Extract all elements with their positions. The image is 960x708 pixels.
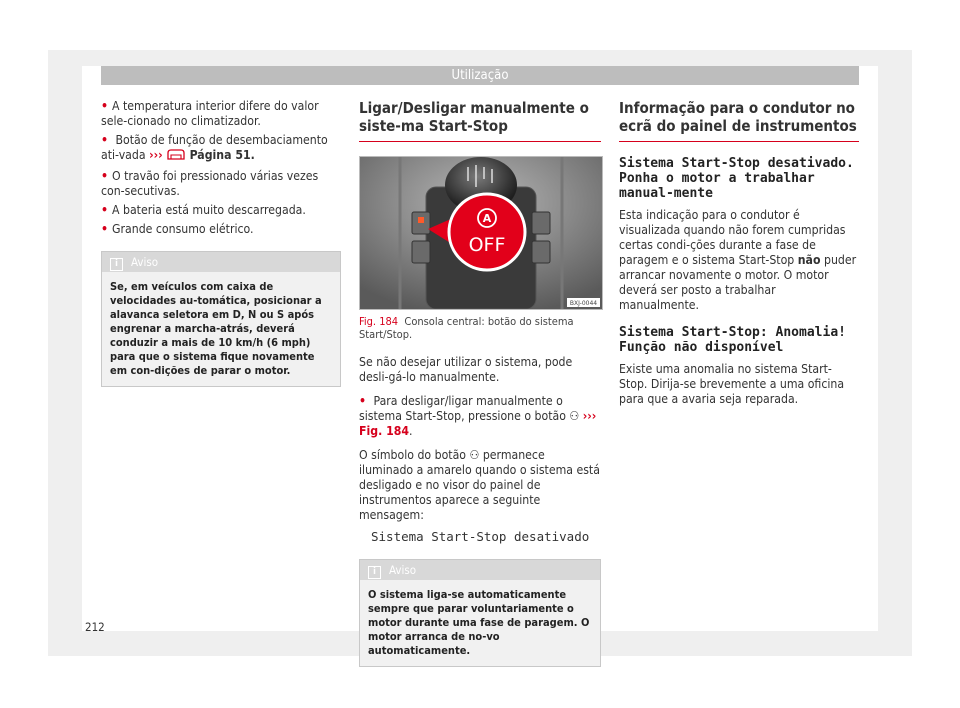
figure-code: BXJ-0044 xyxy=(569,300,598,307)
arrow-ref: ››› xyxy=(582,409,597,423)
list-item: • Botão de função de desembaciamento ati-vada ››› Página 51. xyxy=(101,133,341,165)
list-item: • Para desligar/ligar manualmente o sistema Start-Stop, pressione o botão ⚇ ››› Fig. 184. xyxy=(359,394,601,439)
chapter-header xyxy=(101,66,859,85)
warning-header: i Aviso xyxy=(360,560,600,580)
figure-caption: Fig. 184 Consola central: botão do sistema Start/Stop. xyxy=(359,315,574,341)
info-icon: i xyxy=(368,566,381,579)
figure-link[interactable]: Fig. 184 xyxy=(359,424,409,438)
column-3 xyxy=(619,99,859,416)
display-message: Sistema Start-Stop desativado xyxy=(371,529,590,544)
paragraph: O símbolo do botão ⚇ permanece iluminado a amarelo quando o sistema está desligado e no visor do painel de instrumentos aparece a seguinte mensagem: xyxy=(359,448,600,522)
warning-text: Se, em veículos com caixa de velocidades au-tomática, posicionar a alavanca seletora em D, N ou S após engrenar a marcha-atrás, deverá conduzir a mais de 10 km/h (6 mph) para que o sistema fique novamente em con-dições de parar o motor. xyxy=(110,280,322,377)
paragraph: Se não desejar utilizar o sistema, pode desli-gá-lo manualmente. xyxy=(359,355,573,384)
off-label: OFF xyxy=(468,234,506,256)
page-number: 212 xyxy=(85,620,105,634)
warning-header: i Aviso xyxy=(102,252,340,272)
list-item: • A bateria está muito descarregada. xyxy=(101,203,341,218)
chapter-title: Utilização xyxy=(451,68,509,83)
list-item: • Grande consumo elétrico. xyxy=(101,222,341,237)
section-title: Informação para o condutor no ecrã do painel de instrumentos xyxy=(619,99,859,142)
list-item: • A temperatura interior difere do valor sele-cionado no climatizador. xyxy=(101,99,341,129)
paragraph: Existe uma anomalia no sistema Start-Stop. Dirija-se brevemente a uma oficina para que a avaria seja reparada. xyxy=(619,362,845,406)
section-title: Ligar/Desligar manualmente o siste-ma Start-Stop xyxy=(359,99,601,142)
warning-box xyxy=(359,559,601,667)
warning-text: O sistema liga-se automaticamente sempre que parar voluntariamente o motor durante uma fase de paragem. O motor arranca de no-vo automaticamente. xyxy=(368,588,590,657)
warning-box xyxy=(101,251,341,387)
figure-184 xyxy=(359,156,603,310)
page-link[interactable]: Página 51 xyxy=(189,148,251,162)
display-message: Sistema Start-Stop desativado. Ponha o motor a trabalhar manual-mente xyxy=(619,156,854,201)
svg-text:A: A xyxy=(482,212,492,225)
arrow-ref: ››› xyxy=(149,148,163,162)
column-2 xyxy=(359,99,601,667)
page-reference-icon xyxy=(166,149,186,165)
list-item: • O travão foi pressionado várias vezes con-secutivas. xyxy=(101,169,341,199)
paragraph: Esta indicação para o condutor é visualizada quando não forem cumpridas certas condi-ções durante a fase de paragem e o sistema Start-Stop não puder arrancar novamente o motor. O motor deverá ser posto a trabalhar manualmente. xyxy=(619,208,857,312)
start-stop-icon: ⚇ xyxy=(569,409,580,423)
display-message: Sistema Start-Stop: Anomalia! Função não disponível xyxy=(619,325,846,355)
info-icon: i xyxy=(110,258,123,271)
console-illustration xyxy=(360,157,602,309)
start-stop-icon: ⚇ xyxy=(469,448,480,462)
column-1 xyxy=(101,99,341,387)
